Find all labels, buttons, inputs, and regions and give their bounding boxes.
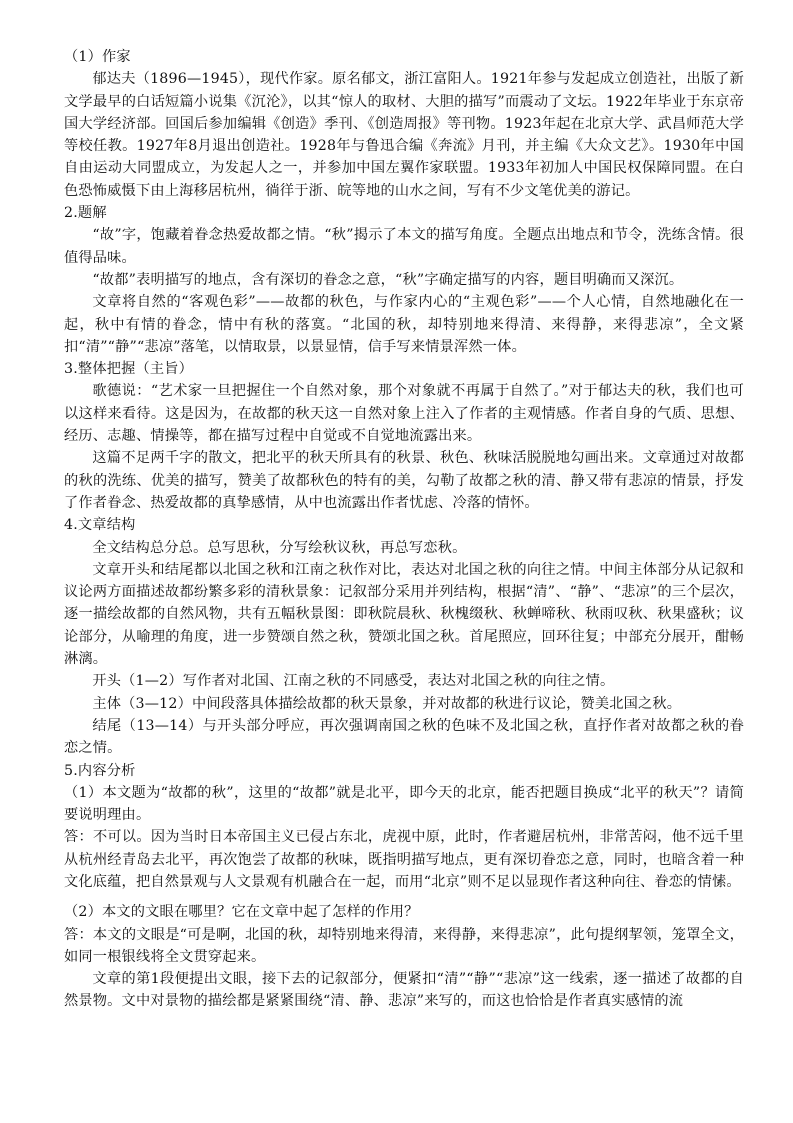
document-page xyxy=(64,46,744,1013)
paragraph-analysis-continued: 文章的第1段便提出文眼，接下去的记叙部分，便紧扣“清”“静”“悲凉”这一线索，逐一描述了故都的自然景物。文中对景物的描绘都是紧紧围绕“清、静、悲凉”来写的，而这也恰恰是作者真实感情的流 xyxy=(64,971,744,1010)
paragraph-title-2: “故都”表明描写的地点，含有深切的眷念之意，“秋”字确定描写的内容，题目明确而又深沉。 xyxy=(92,271,684,288)
section-heading-theme: 3.整体把握（主旨） xyxy=(64,361,194,378)
paragraph-structure-2: 文章开头和结尾都以北国之秋和江南之秋作对比，表达对北国之秋的向往之情。中间主体部分从记叙和议论两方面描述故都纷繁多彩的清秋景象：记叙部分采用并列结构，根据“清”、“静”、“悲凉”的三个层次，逐一描绘故都的自然风物，共有五幅秋景图：即秋院晨秋、秋槐缀秋、秋蝉啼秋、秋雨叹秋、秋果盛秋；议论部分，从喻理的角度，进一步赞颂自然之秋，赞颂北国之秋。首尾照应，回环往复；中部充分展开，酣畅淋漓。 xyxy=(64,561,744,668)
answer-2: 答：本文的文眼是“可是啊，北国的秋，却特别地来得清，来得静，来得悲凉”，此句提纲挈领，笼罩全文，如同一根银线将全文贯穿起来。 xyxy=(64,926,744,965)
question-1: （1）本文题为“故都的秋”，这里的“故都”就是北平，即今天的北京，能否把题目换成“北平的秋天”？请简要说明理由。 xyxy=(64,784,744,824)
paragraph-structure-3: 开头（1—2）写作者对北国、江南之秋的不同感受，表达对北国之秋的向往之情。 xyxy=(92,673,615,690)
paragraph-author-bio: 郁达夫（1896—1945），现代作家。原名郁文，浙江富阳人。1921年参与发起成立创造社，出版了新文学最早的白话短篇小说集《沉沦》，以其“惊人的取材、大胆的描写”而震动了文坛。1922年毕业于东京帝国大学经济部。回国后参加编辑《创造》季刊、《创造周报》等刊物。1923年起在北京大学、武昌师范大学等校任教。1927年8月退出创造社。1928年与鲁迅合编《奔流》月刊，并主编《大众文艺》。1930年中国自由运动大同盟成立，为发起人之一，并参加中国左翼作家联盟。1933年初加人中国民权保障同盟。在白色恐怖威慑下由上海移居杭州，徜徉于浙、皖等地的山水之间，写有不少文笔优美的游记。 xyxy=(64,71,744,199)
paragraph-structure-1: 全文结构总分总。总写思秋，分写绘秋议秋，再总写恋秋。 xyxy=(92,539,467,556)
paragraph-structure-5: 结尾（13—14）与开头部分呼应，再次强调南国之秋的色味不及北国之秋，直抒作者对故都之秋的眷恋之情。 xyxy=(64,717,744,757)
answer-1: 答：不可以。因为当时日本帝国主义已侵占东北，虎视中原，此时，作者避居杭州，非常苦闷，他不远千里从杭州经青岛去北平，再次饱尝了故都的秋味，既指明描写地点，更有深切眷恋之意，同时，也暗含着一种文化底蕴，把自然景观与人文景观有机融合在一起，而用“北京”则不足以显现作者这种向往、眷恋的情愫。 xyxy=(64,829,744,890)
paragraph-title-1: “故”字，饱藏着眷念热爱故都之情。“秋”揭示了本文的描写角度。全题点出地点和节令，洗练含情。很值得品味。 xyxy=(64,227,744,266)
paragraph-structure-4: 主体（3—12）中间段落具体描绘故都的秋天景象，并对故都的秋进行议论，赞美北国之秋。 xyxy=(92,695,682,712)
paragraph-theme-1: 歌德说：“艺术家一旦把握住一个自然对象，那个对象就不再属于自然了。”对于郁达夫的秋，我们也可以这样来看待。这是因为，在故都的秋天这一自然对象上注入了作者的主观情感。作者自身的气质、思想、经历、志趣、情操等，都在描写过程中自觉或不自觉地流露出来。 xyxy=(64,383,744,445)
paragraph-title-3: 文章将自然的“客观色彩”——故都的秋色，与作家内心的“主观色彩”——个人心情，自然地融化在一起，秋中有情的眷念，情中有秋的落寞。“北国的秋，却特别地来得清、来得静，来得悲凉”，全文紧扣“清”“静”“悲凉”落笔，以情取景，以景显情，信手写来情景浑然一体。 xyxy=(64,294,744,355)
section-heading-title-explanation: 2.题解 xyxy=(64,205,107,222)
question-2: （2）本文的文眼在哪里？它在文章中起了怎样的作用？ xyxy=(64,904,419,921)
paragraph-theme-2: 这篇不足两千字的散文，把北平的秋天所具有的秋景、秋色、秋味活脱脱地勾画出来。文章通过对故都的秋的洗练、优美的描写，赞美了故都秋色的特有的美，勾勒了故都之秋的清、静又带有悲凉的情景，抒发了作者眷念、热爱故都的真挚感情，从中也流露出作者忧虑、冷落的情怀。 xyxy=(64,450,744,511)
spacer xyxy=(64,893,744,901)
section-heading-structure: 4.文章结构 xyxy=(64,517,136,534)
section-heading-content-analysis: 5.内容分析 xyxy=(64,762,136,779)
section-heading-author: （1）作家 xyxy=(64,49,131,65)
